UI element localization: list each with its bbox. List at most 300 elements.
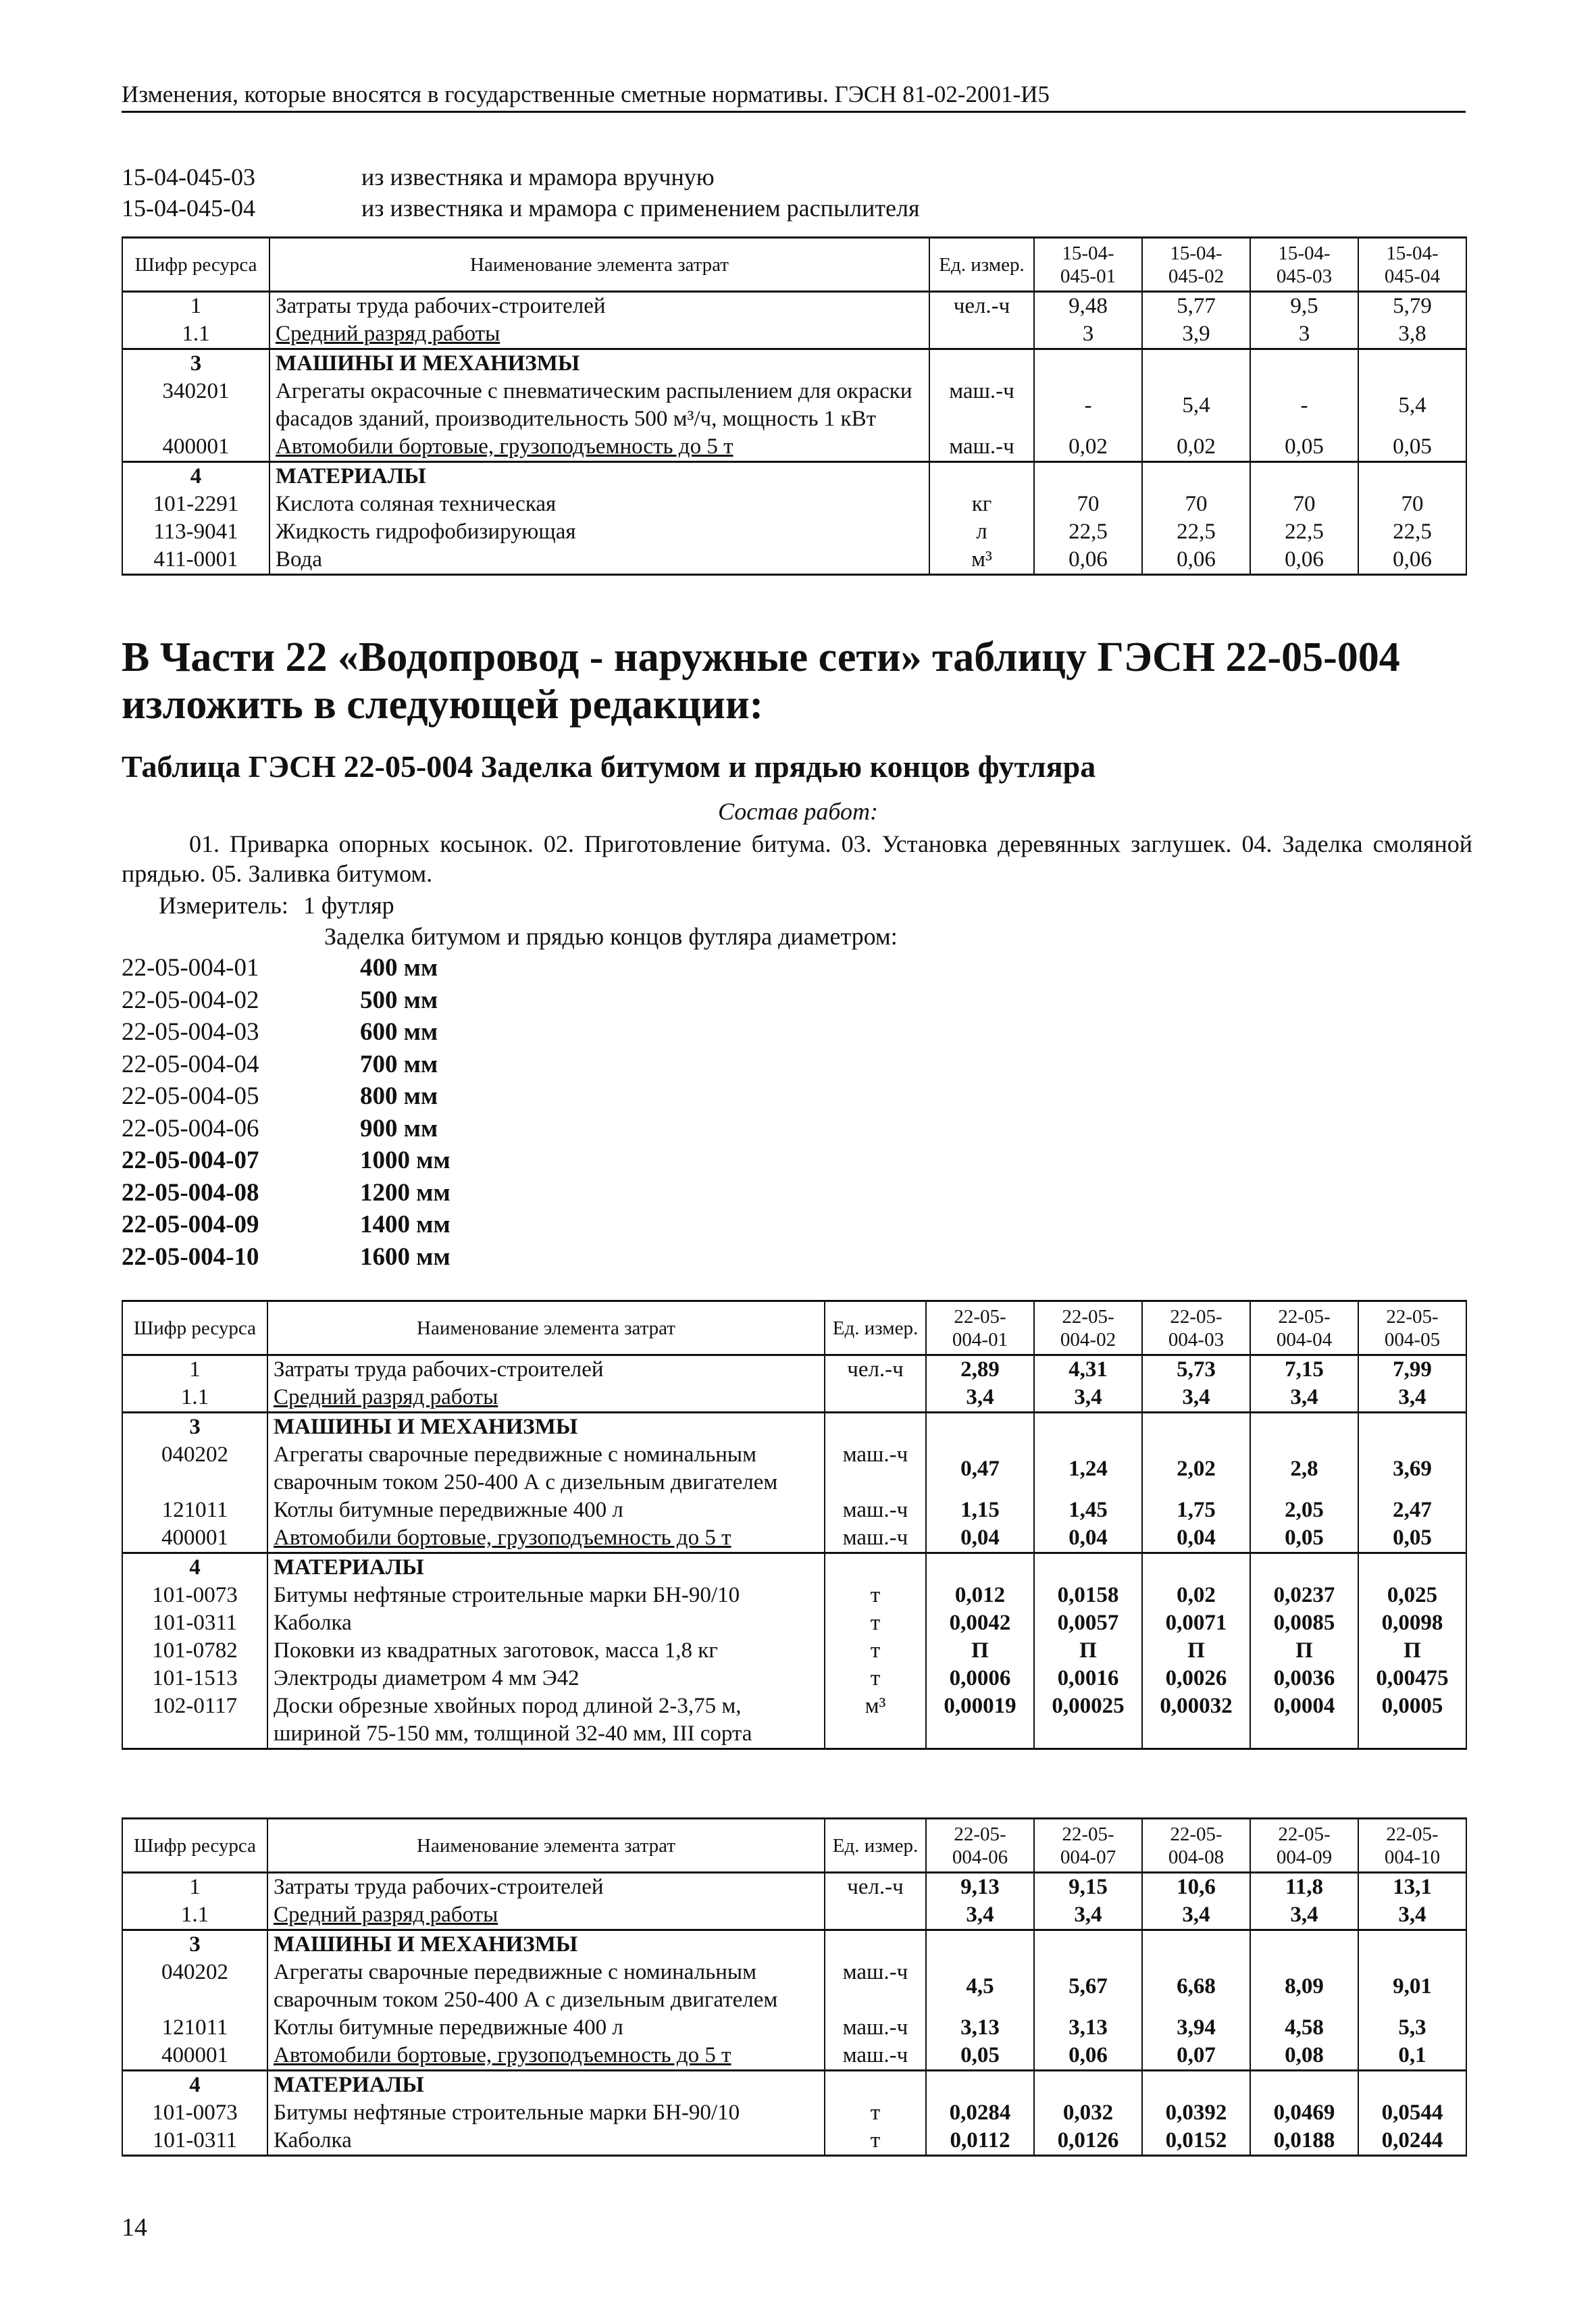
norm-value [926,1553,1034,1582]
header-norm-code: 22-05- 004-08 [1142,1819,1250,1873]
table-row [122,2042,1466,2071]
work-composition-title: Состав работ: [718,798,878,825]
header-code: Шифр ресурса [122,1301,267,1355]
table-heading: Таблица ГЭСН 22-05-004 Заделка битумом и прядью концов футляра [122,749,1096,784]
table-row [122,1665,1466,1692]
table-row [122,378,1466,433]
norm-value: 0,05 [926,2042,1034,2071]
table-row [122,1355,1466,1384]
cost-element-text: Вода [276,547,322,572]
header-norm-code: 22-05- 004-03 [1142,1301,1250,1355]
norm-value: 0,0112 [926,2127,1034,2156]
variant-code: 22-05-004-02 [122,986,259,1014]
variant-row [122,985,594,1016]
cost-element-name [267,2042,825,2071]
resource-code: 101-0311 [122,2127,267,2156]
resource-code: 1.1 [122,1384,267,1413]
unit [825,1930,926,1959]
unit: т [825,1665,926,1692]
norm-value [1358,1553,1466,1582]
cost-element-text: Затраты труда рабочих-строителей [274,1357,604,1382]
norm-value: 0,00032 [1142,1692,1250,1749]
cost-element-name [267,1413,825,1442]
table-row [122,1609,1466,1637]
norm-value: 0,00019 [926,1692,1034,1749]
cost-element-text: Доски обрезные хвойных пород длиной 2-3,75 м, шириной 75-150 мм, толщиной 32-40 мм, III сорта [274,1694,752,1746]
cost-element-text: Средний разряд работы [274,1385,498,1409]
resource-code: 1 [122,1873,267,1902]
table-row [122,349,1466,378]
variant-row [122,953,594,984]
table-row [122,292,1466,321]
header-norm-code: 22-05- 004-04 [1250,1301,1358,1355]
norm-value: 0,0284 [926,2099,1034,2127]
item-text: из известняка и мрамора вручную [361,164,715,191]
norm-value: 9,13 [926,1873,1034,1902]
norm-value: 22,5 [1250,518,1358,546]
variant-code: 22-05-004-09 [122,1211,259,1238]
resource-code: 040202 [122,1441,267,1496]
unit: маш.-ч [929,433,1034,462]
cost-element-name [267,1384,825,1413]
resource-code: 121011 [122,1496,267,1524]
norm-value: 3,4 [1034,1384,1142,1413]
norm-value: 70 [1358,491,1466,518]
resource-code: 102-0117 [122,1692,267,1749]
item-code: 15-04-045-03 [122,164,255,191]
norm-value [926,2071,1034,2100]
norm-value [1250,1413,1358,1442]
cost-element-name [267,2099,825,2127]
cost-element-name [269,546,929,575]
norm-value [1034,1553,1142,1582]
variant-row [122,1145,594,1176]
header-norm-code: 22-05- 004-02 [1034,1301,1142,1355]
unit: л [929,518,1034,546]
variant-diameter: 1400 мм [360,1211,451,1238]
cost-element-name [267,2014,825,2042]
header-norm-code: 22-05- 004-09 [1250,1819,1358,1873]
norm-value: 1,45 [1034,1496,1142,1524]
table-row [122,546,1466,575]
resource-code: 4 [122,1553,267,1582]
resource-code: 3 [122,1930,267,1959]
norm-value: 0,1 [1358,2042,1466,2071]
header-name: Наименование элемента затрат [267,1819,825,1873]
norm-value: 1,24 [1034,1441,1142,1496]
norm-value: 4,58 [1250,2014,1358,2042]
norm-value: 22,5 [1142,518,1250,546]
norm-value: 13,1 [1358,1873,1466,1902]
norm-value: 0,0237 [1250,1582,1358,1609]
norm-value: 0,0005 [1358,1692,1466,1749]
header-code: Шифр ресурса [122,238,269,292]
cost-element-text: Жидкость гидрофобизирующая [276,520,576,544]
norm-value: 0,02 [1142,1582,1250,1609]
norm-value: 5,3 [1358,2014,1466,2042]
norm-value [1034,1930,1142,1959]
unit [825,2071,926,2100]
norm-value: 0,08 [1250,2042,1358,2071]
header-unit: Ед. измер. [825,1819,926,1873]
header-norm-code: 15-04- 045-03 [1250,238,1358,292]
norm-value: 0,02 [1142,433,1250,462]
norm-value: 0,0004 [1250,1692,1358,1749]
norm-value: П [1250,1637,1358,1665]
norm-value [1250,349,1358,378]
norm-value [1250,2071,1358,2100]
table-row [122,1413,1466,1442]
norm-value: 0,05 [1250,433,1358,462]
norm-value [1358,2071,1466,2100]
norm-value: 0,0057 [1034,1609,1142,1637]
resource-code: 101-0782 [122,1637,267,1665]
resource-code: 411-0001 [122,546,269,575]
resource-code: 101-0073 [122,2099,267,2127]
norm-value: 3,13 [1034,2014,1142,2042]
resource-code: 4 [122,462,269,491]
unit: м³ [929,546,1034,575]
unit: т [825,2127,926,2156]
measurer-label: Измеритель: [159,892,288,919]
table-row [122,1441,1466,1496]
norm-value [1142,1930,1250,1959]
norm-value: 0,0244 [1358,2127,1466,2156]
resource-code: 400001 [122,2042,267,2071]
norm-value: 0,0006 [926,1665,1034,1692]
cost-element-name [269,292,929,321]
work-composition-text: 01. Приварка опорных косынок. 02. Приготовление битума. 03. Установка деревянных заглушек. 04. Заделка смоляной прядью. 05. Заливка битумом. [122,830,1472,887]
variant-code: 22-05-004-07 [122,1147,259,1174]
header-norm-code: 22-05- 004-10 [1358,1819,1466,1873]
norm-value: П [1358,1637,1466,1665]
unit: маш.-ч [825,1441,926,1496]
norm-value [1142,1413,1250,1442]
cost-element-text: Битумы нефтяные строительные марки БН-90/10 [274,1583,740,1607]
variant-row [122,1081,594,1112]
norm-value [1142,349,1250,378]
cost-element-text: МАШИНЫ И МЕХАНИЗМЫ [274,1932,578,1957]
norm-value: 0,012 [926,1582,1034,1609]
diameter-title: Заделка битумом и прядью концов футляра диаметром: [324,923,898,950]
variant-row [122,1242,594,1273]
unit [825,1384,926,1413]
header-code: Шифр ресурса [122,1819,267,1873]
norm-value: - [1034,378,1142,433]
resource-code: 101-0311 [122,1609,267,1637]
unit: маш.-ч [825,1496,926,1524]
resource-code: 040202 [122,1959,267,2014]
norm-value: 0,0152 [1142,2127,1250,2156]
table-row [122,1873,1466,1902]
variant-code: 22-05-004-04 [122,1050,259,1078]
norm-value: П [1034,1637,1142,1665]
norm-value [1142,1553,1250,1582]
cost-element-text: Автомобили бортовые, грузоподъемность до 5 т [274,1526,731,1550]
variant-code: 22-05-004-08 [122,1178,259,1207]
norm-value: 1,75 [1142,1496,1250,1524]
cost-element-name [269,462,929,491]
norm-value: 9,01 [1358,1959,1466,2014]
norm-value: 0,0544 [1358,2099,1466,2127]
norm-value: 3,4 [1142,1901,1250,1930]
cost-element-name [267,1609,825,1637]
table-row [122,433,1466,462]
resource-code: 1.1 [122,1901,267,1930]
norm-value [1358,462,1466,491]
resource-code: 101-1513 [122,1665,267,1692]
unit: кг [929,491,1034,518]
norm-value: 0,06 [1034,546,1142,575]
resource-code: 400001 [122,433,269,462]
norm-value: 0,0158 [1034,1582,1142,1609]
table-row [122,1930,1466,1959]
norm-value: 0,00475 [1358,1665,1466,1692]
norm-value: 0,06 [1250,546,1358,575]
variant-diameter: 1200 мм [360,1178,451,1207]
norm-value: 1,15 [926,1496,1034,1524]
cost-element-name [267,1665,825,1692]
norm-value: 3,9 [1142,320,1250,349]
cost-element-name [269,518,929,546]
norm-value [926,1930,1034,1959]
measurer-value: 1 футляр [303,892,394,919]
norm-value: 0,0188 [1250,2127,1358,2156]
header-norm-code: 22-05- 004-07 [1034,1819,1142,1873]
norm-value [1142,462,1250,491]
norm-value: 3,69 [1358,1441,1466,1496]
cost-element-name [267,1441,825,1496]
norm-value: 70 [1034,491,1142,518]
table-row [122,2014,1466,2042]
table-row [122,491,1466,518]
norm-value: 0,02 [1034,433,1142,462]
header-norm-code: 15-04- 045-02 [1142,238,1250,292]
cost-element-text: Каболка [274,2128,352,2153]
unit [825,1901,926,1930]
norm-value [1250,1930,1358,1959]
resource-code: 1 [122,292,269,321]
header-norm-code: 15-04- 045-04 [1358,238,1466,292]
norm-value: 11,8 [1250,1873,1358,1902]
cost-element-name [267,1692,825,1749]
cost-element-text: Агрегаты сварочные передвижные с номинальным сварочным током 250-400 А с дизельным двигателем [274,1960,778,2012]
unit: маш.-ч [825,1959,926,2014]
resource-code: 121011 [122,2014,267,2042]
norm-value: 3,4 [1358,1901,1466,1930]
main-heading: В Части 22 «Водопровод - наружные сети» таблицу ГЭСН 22-05-004 изложить в следующей редакции: [122,634,1400,728]
variant-diameter: 1000 мм [360,1147,451,1174]
norm-value: 0,025 [1358,1582,1466,1609]
norm-value: 2,8 [1250,1441,1358,1496]
norm-value: 3,13 [926,2014,1034,2042]
unit: маш.-ч [825,2042,926,2071]
variant-diameter: 500 мм [360,986,438,1014]
resource-code: 340201 [122,378,269,433]
cost-element-text: Агрегаты сварочные передвижные с номинальным сварочным током 250-400 А с дизельным двигателем [274,1442,778,1494]
variant-code: 22-05-004-03 [122,1018,259,1046]
variant-diameter: 700 мм [360,1050,438,1078]
resource-code: 1 [122,1355,267,1384]
norm-value: 0,0469 [1250,2099,1358,2127]
norm-value [1358,349,1466,378]
norm-value: 5,73 [1142,1355,1250,1384]
norm-value: 22,5 [1358,518,1466,546]
cost-element-name [269,433,929,462]
norm-value: 0,04 [1142,1524,1250,1553]
norm-value [1034,349,1142,378]
table-row [122,1901,1466,1930]
header-norm-code: 22-05- 004-05 [1358,1301,1466,1355]
variant-code: 22-05-004-06 [122,1114,259,1142]
unit [825,1413,926,1442]
cost-element-name [269,491,929,518]
variant-code: 22-05-004-10 [122,1242,259,1271]
norm-value: 0,06 [1358,546,1466,575]
norm-value: 5,79 [1358,292,1466,321]
norm-value: 3,4 [1142,1384,1250,1413]
resource-code: 101-2291 [122,491,269,518]
norm-value: 2,02 [1142,1441,1250,1496]
cost-element-name [267,1959,825,2014]
unit: м³ [825,1692,926,1749]
resource-table-2 [122,1300,1467,1750]
table-row [122,1496,1466,1524]
variant-diameter: 800 мм [360,1082,438,1110]
norm-value: 0,0392 [1142,2099,1250,2127]
resource-code: 113-9041 [122,518,269,546]
cost-element-name [267,1355,825,1384]
cost-element-text: Затраты труда рабочих-строителей [274,1875,604,1899]
cost-element-text: Каболка [274,1611,352,1635]
cost-element-text: МАШИНЫ И МЕХАНИЗМЫ [276,351,580,376]
norm-value [1034,2071,1142,2100]
cost-element-name [267,1637,825,1665]
item-text: из известняка и мрамора с применением распылителя [361,195,920,222]
norm-value: 0,0026 [1142,1665,1250,1692]
table-row [122,1959,1466,2014]
item-code: 15-04-045-04 [122,195,255,222]
norm-value: 2,89 [926,1355,1034,1384]
cost-element-name [267,1553,825,1582]
resource-code: 3 [122,1413,267,1442]
resource-table-1 [122,236,1467,576]
cost-element-name [269,349,929,378]
norm-value: 5,67 [1034,1959,1142,2014]
table-row [122,462,1466,491]
norm-value [1142,2071,1250,2100]
norm-value: 22,5 [1034,518,1142,546]
unit: т [825,1637,926,1665]
table-row [122,1582,1466,1609]
norm-value: 3,4 [1358,1384,1466,1413]
norm-value: 3,4 [926,1901,1034,1930]
header-unit: Ед. измер. [825,1301,926,1355]
resource-code: 101-0073 [122,1582,267,1609]
norm-value [1358,1413,1466,1442]
norm-value: - [1250,378,1358,433]
norm-value: 5,77 [1142,292,1250,321]
unit: маш.-ч [825,1524,926,1553]
cost-element-name [267,1582,825,1609]
cost-element-text: Битумы нефтяные строительные марки БН-90/10 [274,2101,740,2125]
table-row [122,518,1466,546]
norm-value: 3,94 [1142,2014,1250,2042]
unit: т [825,1582,926,1609]
cost-element-text: МАТЕРИАЛЫ [276,464,426,488]
norm-value: 0,05 [1358,433,1466,462]
norm-value: 0,032 [1034,2099,1142,2127]
item-line [122,162,1405,192]
norm-value: 7,15 [1250,1355,1358,1384]
table-row [122,320,1466,349]
norm-value: 3,4 [926,1384,1034,1413]
cost-element-text: Котлы битумные передвижные 400 л [274,2015,623,2040]
cost-element-name [267,1901,825,1930]
cost-element-text: Автомобили бортовые, грузоподъемность до 5 т [276,434,733,459]
norm-value: 70 [1142,491,1250,518]
norm-value: 8,09 [1250,1959,1358,2014]
table-row [122,1692,1466,1749]
norm-value: 5,4 [1142,378,1250,433]
norm-value: 10,6 [1142,1873,1250,1902]
norm-value: 0,0085 [1250,1609,1358,1637]
norm-value: 0,00025 [1034,1692,1142,1749]
variant-diameter: 400 мм [360,954,438,982]
norm-value: 3 [1250,320,1358,349]
norm-value: 0,05 [1250,1524,1358,1553]
table-row [122,1637,1466,1665]
unit [929,462,1034,491]
cost-element-text: Автомобили бортовые, грузоподъемность до 5 т [274,2043,731,2067]
unit [825,1553,926,1582]
cost-element-name [267,2127,825,2156]
variant-row [122,1209,594,1240]
cost-element-text: Средний разряд работы [276,322,500,346]
norm-value: 2,05 [1250,1496,1358,1524]
variant-row [122,1178,594,1209]
cost-element-name [267,1930,825,1959]
variant-diameter: 900 мм [360,1114,438,1142]
norm-value: 3,4 [1250,1384,1358,1413]
norm-value: 5,4 [1358,378,1466,433]
norm-value: 70 [1250,491,1358,518]
norm-value: 0,0042 [926,1609,1034,1637]
norm-value: 0,0126 [1034,2127,1142,2156]
norm-value: П [1142,1637,1250,1665]
table-row [122,2071,1466,2100]
norm-value [926,1413,1034,1442]
cost-element-text: Кислота соляная техническая [276,492,557,516]
resource-table-3 [122,1817,1467,2157]
table-row [122,1524,1466,1553]
norm-value: П [926,1637,1034,1665]
header-norm-code: 22-05- 004-01 [926,1301,1034,1355]
header-norm-code: 22-05- 004-06 [926,1819,1034,1873]
norm-value: 0,06 [1034,2042,1142,2071]
norm-value [1034,462,1142,491]
unit: маш.-ч [929,378,1034,433]
norm-value [1250,462,1358,491]
norm-value [1034,1413,1142,1442]
norm-value: 0,0098 [1358,1609,1466,1637]
header-name: Наименование элемента затрат [269,238,929,292]
cost-element-name [269,378,929,433]
table-row [122,1384,1466,1413]
variant-code: 22-05-004-01 [122,954,259,982]
norm-value: 4,31 [1034,1355,1142,1384]
header-unit: Ед. измер. [929,238,1034,292]
